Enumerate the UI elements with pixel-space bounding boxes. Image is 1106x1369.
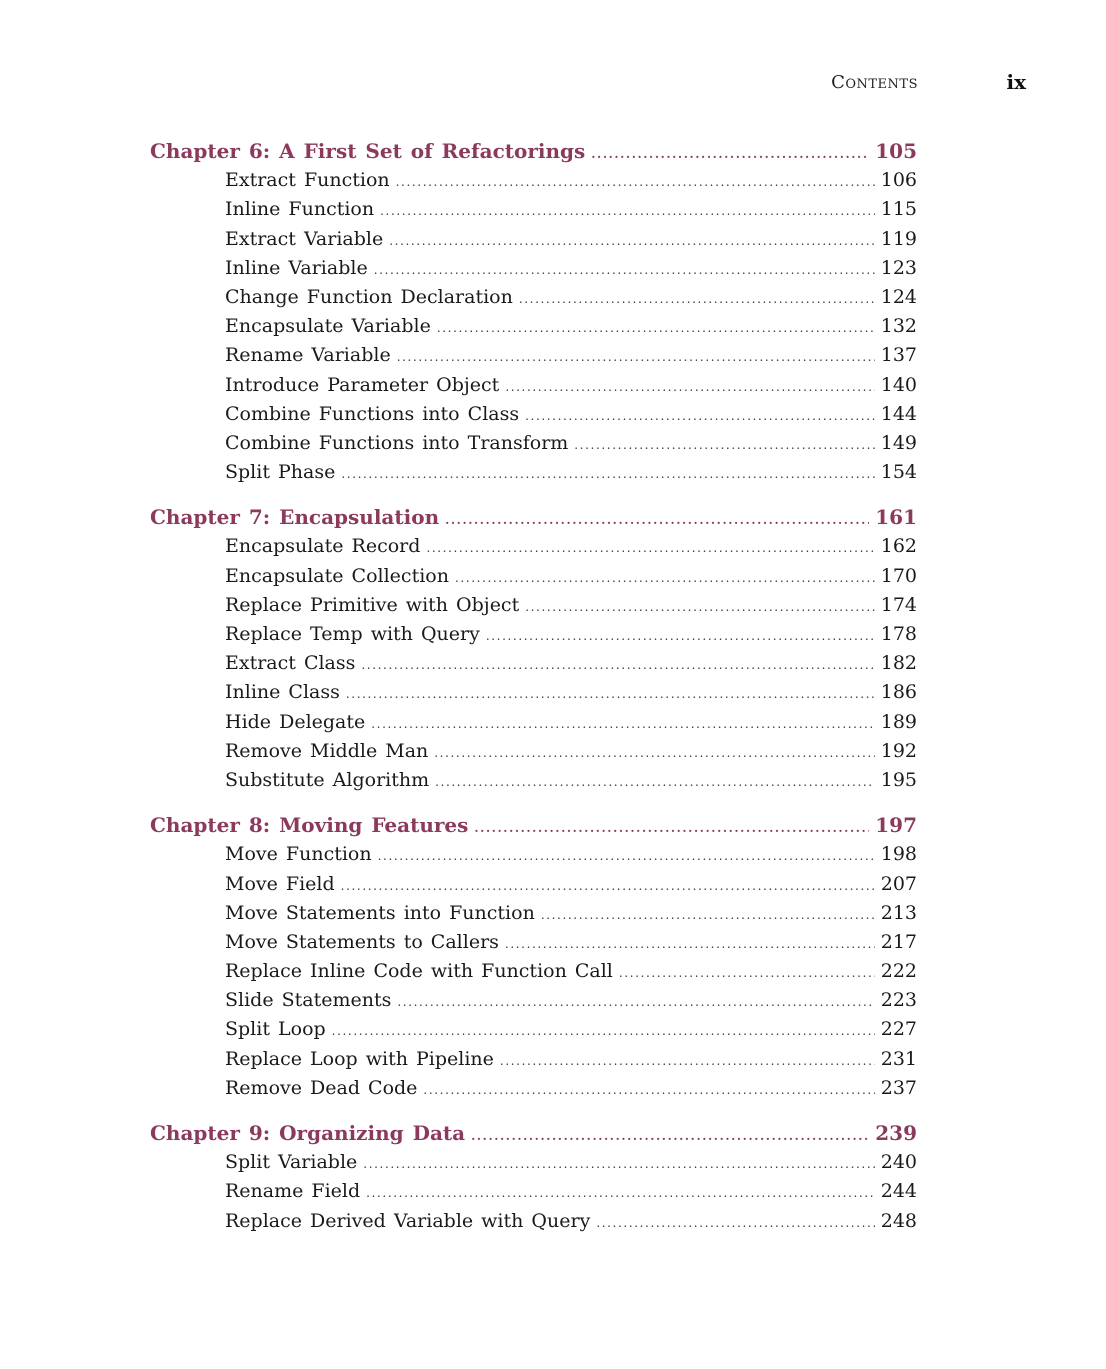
chapter-9-section bbox=[150, 1119, 917, 1236]
dot-leader bbox=[397, 988, 874, 1017]
entry-title: Inline Variable bbox=[225, 256, 368, 279]
dot-leader bbox=[619, 959, 875, 988]
dot-leader bbox=[434, 739, 874, 768]
toc-entry[interactable] bbox=[150, 400, 917, 429]
entry-page: 222 bbox=[880, 960, 917, 983]
dot-leader bbox=[519, 285, 875, 314]
entry-title: Remove Middle Man bbox=[225, 739, 429, 762]
toc-entry[interactable] bbox=[150, 458, 917, 487]
toc-entry[interactable] bbox=[150, 591, 917, 620]
entry-title: Replace Derived Variable with Query bbox=[225, 1209, 591, 1232]
entry-title: Introduce Parameter Object bbox=[225, 373, 500, 396]
dot-leader bbox=[389, 227, 875, 256]
entry-title: Encapsulate Collection bbox=[225, 564, 449, 587]
dot-leader bbox=[445, 506, 869, 535]
dot-leader bbox=[591, 140, 869, 169]
dot-leader bbox=[437, 314, 875, 343]
toc-entry[interactable] bbox=[150, 928, 917, 957]
dot-leader bbox=[374, 256, 875, 285]
entry-page: 106 bbox=[880, 169, 917, 192]
entry-page: 223 bbox=[880, 989, 917, 1012]
entry-title: Replace Temp with Query bbox=[225, 623, 480, 645]
toc-entry[interactable] bbox=[150, 737, 917, 766]
entry-page: 207 bbox=[880, 872, 917, 895]
dot-leader bbox=[332, 1017, 875, 1046]
entry-page: 195 bbox=[880, 768, 917, 791]
toc-entry[interactable] bbox=[150, 562, 917, 591]
entry-page: 178 bbox=[880, 623, 917, 645]
entry-title: Split Variable bbox=[225, 1151, 358, 1174]
toc-entry[interactable] bbox=[150, 708, 917, 737]
toc-entry[interactable] bbox=[150, 1148, 917, 1177]
chapter-title: Chapter 9: Organizing Data bbox=[150, 1121, 466, 1145]
chapter-page: 239 bbox=[875, 1121, 917, 1145]
entry-page: 213 bbox=[880, 901, 917, 924]
toc-entry[interactable] bbox=[150, 840, 917, 869]
running-head bbox=[0, 72, 1106, 98]
entry-page: 140 bbox=[880, 373, 917, 396]
entry-title: Replace Loop with Pipeline bbox=[225, 1047, 494, 1070]
entry-title: Encapsulate Record bbox=[225, 535, 421, 558]
entry-page: 132 bbox=[880, 315, 917, 338]
entry-title: Encapsulate Variable bbox=[225, 315, 431, 338]
dot-leader bbox=[435, 768, 875, 797]
chapter-heading[interactable] bbox=[150, 1119, 917, 1148]
entry-page: 227 bbox=[880, 1018, 917, 1041]
entry-title: Move Statements into Function bbox=[225, 901, 535, 924]
entry-page: 174 bbox=[880, 593, 917, 616]
toc-entry[interactable] bbox=[150, 986, 917, 1015]
toc-entry[interactable] bbox=[150, 166, 917, 195]
toc-entry[interactable] bbox=[150, 254, 917, 283]
chapter-heading[interactable] bbox=[150, 811, 917, 840]
table-of-contents bbox=[150, 137, 917, 1252]
dot-leader bbox=[471, 1122, 869, 1151]
dot-leader bbox=[541, 901, 875, 930]
toc-entry[interactable] bbox=[150, 1015, 917, 1044]
chapter-page: 161 bbox=[875, 505, 917, 530]
toc-entry[interactable] bbox=[150, 195, 917, 224]
entry-title: Substitute Algorithm bbox=[225, 768, 430, 791]
dot-leader bbox=[505, 373, 874, 402]
dot-leader bbox=[455, 564, 875, 593]
dot-leader bbox=[525, 593, 875, 622]
chapter-heading[interactable] bbox=[150, 503, 917, 532]
entry-title: Split Phase bbox=[225, 461, 336, 484]
dot-leader bbox=[396, 168, 875, 197]
entry-page: 170 bbox=[880, 564, 917, 587]
dot-leader bbox=[574, 431, 874, 460]
dot-leader bbox=[366, 1179, 875, 1208]
toc-entry[interactable] bbox=[150, 1045, 917, 1074]
chapter-title: Chapter 7: Encapsulation bbox=[150, 505, 440, 530]
chapter-page: 197 bbox=[875, 813, 917, 838]
chapter-heading[interactable] bbox=[150, 137, 917, 166]
entry-page: 237 bbox=[880, 1076, 917, 1099]
entry-page: 189 bbox=[880, 710, 917, 733]
chapter-6-section bbox=[150, 137, 917, 487]
toc-entry[interactable] bbox=[150, 1177, 917, 1206]
dot-leader bbox=[361, 651, 874, 680]
entry-title: Extract Function bbox=[225, 169, 390, 192]
chapter-7-section bbox=[150, 503, 917, 795]
entry-title: Inline Function bbox=[225, 198, 375, 221]
toc-entry[interactable] bbox=[150, 620, 917, 649]
entry-title: Replace Primitive with Object bbox=[225, 593, 520, 616]
toc-entry[interactable] bbox=[150, 870, 917, 899]
entry-page: 162 bbox=[880, 535, 917, 558]
entry-title: Move Statements to Callers bbox=[225, 930, 499, 953]
entry-page: 248 bbox=[880, 1209, 917, 1232]
toc-entry[interactable] bbox=[150, 899, 917, 928]
dot-leader bbox=[596, 1209, 874, 1238]
entry-page: 115 bbox=[880, 198, 917, 221]
dot-leader bbox=[378, 842, 875, 871]
toc-entry[interactable] bbox=[150, 532, 917, 561]
entry-title: Change Function Declaration bbox=[225, 285, 513, 308]
entry-page: 198 bbox=[880, 843, 917, 866]
dot-leader bbox=[474, 814, 869, 843]
toc-entry[interactable] bbox=[150, 429, 917, 458]
toc-entry[interactable] bbox=[150, 312, 917, 341]
entry-title: Combine Functions into Class bbox=[225, 402, 520, 425]
dot-leader bbox=[397, 343, 875, 372]
toc-entry[interactable] bbox=[150, 957, 917, 986]
toc-entry[interactable] bbox=[150, 1207, 917, 1236]
entry-title: Slide Statements bbox=[225, 989, 392, 1012]
dot-leader bbox=[371, 710, 874, 739]
dot-leader bbox=[426, 534, 874, 563]
entry-page: 231 bbox=[880, 1047, 917, 1070]
entry-page: 182 bbox=[880, 652, 917, 675]
entry-page: 119 bbox=[880, 227, 917, 250]
entry-title: Extract Variable bbox=[225, 227, 384, 250]
entry-title: Rename Field bbox=[225, 1180, 361, 1203]
dot-leader bbox=[380, 197, 875, 226]
entry-title: Rename Variable bbox=[225, 344, 391, 367]
entry-title: Remove Dead Code bbox=[225, 1076, 418, 1099]
entry-page: 144 bbox=[880, 402, 917, 425]
entry-page: 149 bbox=[880, 431, 917, 454]
dot-leader bbox=[500, 1047, 875, 1076]
toc-entry[interactable] bbox=[150, 1074, 917, 1103]
dot-leader bbox=[525, 402, 875, 431]
entry-page: 192 bbox=[880, 739, 917, 762]
entry-title: Replace Inline Code with Function Call bbox=[225, 960, 613, 983]
entry-title: Combine Functions into Transform bbox=[225, 431, 569, 454]
chapter-title: Chapter 6: A First Set of Refactorings bbox=[150, 139, 586, 163]
chapter-page: 105 bbox=[875, 139, 917, 163]
entry-page: 123 bbox=[880, 256, 917, 279]
dot-leader bbox=[346, 680, 875, 709]
entry-page: 244 bbox=[880, 1180, 917, 1203]
entry-title: Move Field bbox=[225, 872, 335, 895]
toc-entry[interactable] bbox=[150, 766, 917, 795]
page-number: ix bbox=[1006, 70, 1026, 94]
entry-title: Split Loop bbox=[225, 1018, 326, 1041]
running-title: Contents bbox=[831, 72, 918, 93]
toc-entry[interactable] bbox=[150, 225, 917, 254]
toc-entry[interactable] bbox=[150, 341, 917, 370]
toc-entry[interactable] bbox=[150, 283, 917, 312]
entry-title: Inline Class bbox=[225, 681, 340, 704]
toc-entry[interactable] bbox=[150, 371, 917, 400]
entry-page: 240 bbox=[880, 1151, 917, 1174]
entry-title: Extract Class bbox=[225, 652, 356, 675]
entry-page: 217 bbox=[880, 930, 917, 953]
toc-entry[interactable] bbox=[150, 649, 917, 678]
toc-entry[interactable] bbox=[150, 678, 917, 707]
entry-title: Hide Delegate bbox=[225, 710, 366, 733]
dot-leader bbox=[505, 930, 875, 959]
entry-page: 186 bbox=[880, 681, 917, 704]
entry-title: Move Function bbox=[225, 843, 372, 866]
dot-leader bbox=[363, 1150, 874, 1179]
entry-page: 137 bbox=[880, 344, 917, 367]
chapter-title: Chapter 8: Moving Features bbox=[150, 813, 469, 838]
dot-leader bbox=[341, 872, 875, 901]
dot-leader bbox=[341, 460, 874, 489]
entry-page: 154 bbox=[880, 461, 917, 484]
dot-leader bbox=[423, 1076, 874, 1105]
entry-page: 124 bbox=[880, 285, 917, 308]
chapter-8-section bbox=[150, 811, 917, 1103]
dot-leader bbox=[486, 622, 875, 651]
